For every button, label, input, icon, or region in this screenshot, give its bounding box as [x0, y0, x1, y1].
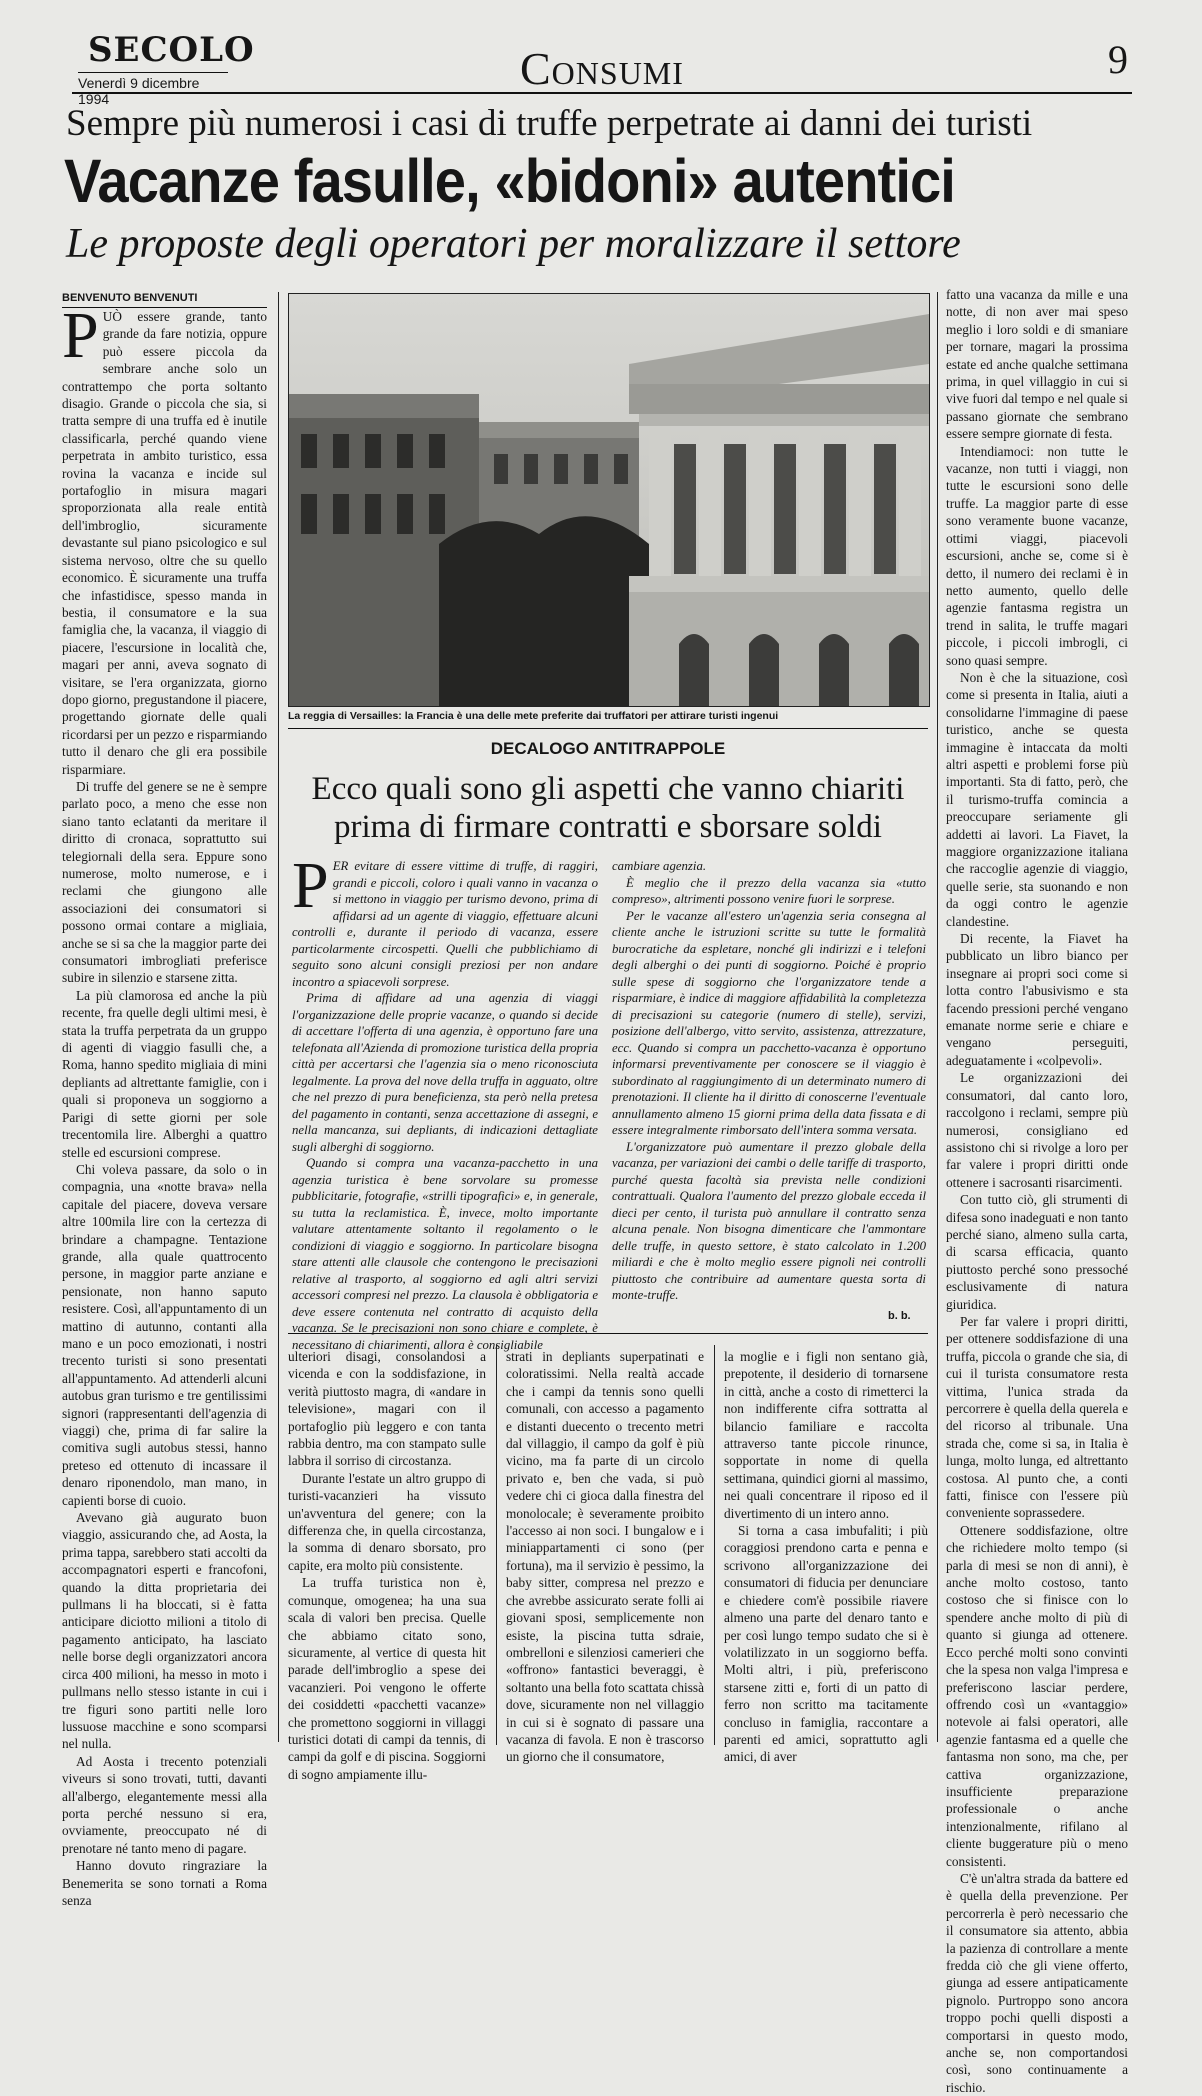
sidebar-column-right [612, 858, 926, 1310]
header-rule [72, 92, 1132, 94]
paragraph: È meglio che il prezzo della vacanza sia «tutto compreso», altrimenti possono venire fuori le sorprese. [612, 875, 926, 906]
issue-date: Venerdì 9 dicembre 1994 [78, 72, 228, 107]
sidebar-bottom-rule [288, 1333, 928, 1334]
newspaper-logo: SECOLO [88, 30, 255, 70]
page-number: 9 [1108, 37, 1128, 82]
paragraph: C'è un'altra strada da battere ed è quella della prevenzione. Per percorrerla è però necessario che il consumatore sia attento, abbia la pazienza di controllare a mente fredda ciò che gli viene offerto, giunga ad essere antipaticamente pignolo. Purtroppo sono ancora troppo pochi quelli disposti a comportarsi in questo modo, anche se, non comportandosi così, sono continuamente a rischio. [946, 1870, 1128, 2095]
paragraph: cambiare agenzia. [612, 859, 707, 873]
drop-cap: P [62, 299, 99, 372]
paragraph: Con tutto ciò, gli strumenti di difesa sono inadeguati e non tanto perché siano, almeno sulla carta, di scarsa efficacia, quanto piuttosto perché sono pressoché esclusivamente di natura giuridica. [946, 1192, 1128, 1312]
paragraph: ER evitare di essere vittime di truffe, di raggiri, grandi e piccoli, coloro i quali vanno in vacanza o si mettono in viaggio per turismo devono, prima di affidarsi ad un agente di viaggio, effettuare alcuni controlli e, durante il periodo di vacanza, essere particolarmente circospetti. Quelli che pubblichiamo di seguito sono alcuni consigli preziosi per non andare incontro a spiacevoli sorprese. [292, 859, 598, 989]
paragraph: Di truffe del genere se ne è sempre parlato poco, a meno che esse non siano tanto eclatanti da meritare il diritto di cronaca, soprattutto sui telegiornali della sera. Eppure sono numerose, molto numerose, e i reclami che giungono alle associazioni dei consumatori si possono ormai contare a migliaia, anche se si sa che la maggior parte dei consumatori imbrogliati preferisce subire in silenzio e starsene zitta. [62, 778, 267, 986]
article-column-3 [506, 1348, 704, 1765]
paragraph: L'organizzatore può aumentare il prezzo globale della vacanza, per variazioni dei cambi o delle tariffe di trasporto, purché questa facoltà sia prevista nelle condizioni contrattuali. Qualora l'aumento del prezzo globale ecceda il dieci per cento, il turista può annullare il contratto senza alcuna penale. Non bisogna dimenticare che l'ammontare delle truffe, in questo settore, è stato calcolato in 1.200 miliardi e che è molto meglio essere pignoli nei controlli piuttosto che contribuire ad aumentare questa sorta di monte-truffe. [612, 1139, 926, 1302]
article-kicker: Sempre più numerosi i casi di truffe perpetrate ai danni dei turisti [66, 103, 1033, 144]
paragraph: fatto una vacanza da mille e una notte, di non aver mai speso meglio i loro soldi e di smaniare per tornare, magari la prossima estate ed anche qualche settimana prima, in quel villaggio in cui si vive fuori dal tempo e nel quale si passano giornate che sembrano essere sempre giornate di festa. [946, 287, 1128, 442]
article-column-1 [62, 299, 267, 1908]
paragraph: Non è che la situazione, così come si presenta in Italia, aiuti a consolidarne l'immagine di paese turistico, anche se questa immagine è intaccata da molti altri aspetti e problemi forse più importanti. Sta di fatto, però, che il turismo-truffa comincia a preoccupare seriamente gli addetti ai lavori. La Fiavet, la maggiore organizzazione italiana che raccoglie agenzie di viaggio, quelle serie, sta suonando e non da oggi contro le agenzie clandestine. [946, 669, 1128, 929]
paragraph: Ottenere soddisfazione, oltre che richiedere molto tempo (si parla di mesi se non di anni), è anche molto costoso, tanto costoso che si finisce con lo spendere anche molto di più di quanto si giunga ad ottenere. Ecco perché molti sono convinti che la spesa non valga l'impresa e preferiscono lasciar perdere, offrendo così un «vantaggio» notevole ai falsi operatori, alle agenzie fantasma ed a quelle che fantasma non sono, ma che, per cattiva organizzazione, insufficiente preparazione professionale o anche intenzionalmente, rifilano al cliente buggerature più o meno consistenti. [946, 1522, 1128, 1869]
paragraph: ulteriori disagi, consolandosi a vicenda e con la soddisfazione, in verità piuttosto magra, di «andare in televisione», magari con il portafoglio più leggero e con tanta rabbia dentro, ma con stampato sulle labbra il sorriso di circostanza. [288, 1349, 486, 1469]
article-column-2 [288, 1348, 486, 1782]
drop-cap: P [292, 849, 329, 922]
caption-rule [288, 728, 928, 729]
column-divider [496, 1345, 497, 1745]
article-column-5 [946, 286, 1128, 2095]
column-divider [937, 292, 938, 1742]
sidebar-label: DECALOGO ANTITRAPPOLE [490, 739, 726, 758]
paragraph: Di recente, la Fiavet ha pubblicato un libro bianco per insegnare ai propri soci come si lotta contro l'abusivismo e sta facendo pressioni perché vengano emanate norme serie e chiare e vengano perseguiti, adeguatamente i «colpevoli». [946, 931, 1128, 1068]
paragraph: Prima di affidare ad una agenzia di viaggi l'organizzazione delle proprie vacanze, o quando si decide di accettare l'offerta di una agenzia, è opportuno fare una telefonata all'Azienda di promozione turistica della propria città per accertarsi che l'agenzia sia o meno riconosciuta legalmente. La prova del nove della truffa in agguato, oltre che nel prezzo di pura beneficienza, sta però nella pretesa del pagamento in contanti, senza accettazione di assegni, e nella mancanza, sui depliants, di indicazioni dettagliate sugli alberghi di soggiorno. [292, 991, 598, 1154]
sidebar-column-left [292, 849, 598, 1352]
paragraph: Quando si compra una vacanza-pacchetto in una agenzia turistica è bene sorvolare su promesse pubblicitarie, fotografie, «strilli tipografici» e, in generale, su tutta la reclamistica. È, invece, molto importante valutare attentamente soltanto il regolamento o le condizioni di viaggio e soggiorno. In particolare bisogna stare attenti alle clausole che contengono le precisazioni relative al trasporto, al soggiorno ed agli altri servizi accessori compresi nel prezzo. La clausola è obbligatoria e deve essere contenuta nel contratto di acquisto della vacanza. Se le precisazioni non sono chiare e complete, è necessitano di chiarimenti, allora è consigliabile [292, 1156, 598, 1352]
paragraph: Hanno dovuto ringraziare la Benemerita se sono tornati a Roma senza [62, 1858, 267, 1908]
article-column-4 [724, 1348, 928, 1765]
paragraph: Per far valere i propri diritti, per ottenere soddisfazione di una truffa, piccola o grande che sia, di cui il turista consumatore resta vittima, l'unica strada da percorrere è quella della querela e del ricorso al tribunale. Una strada che, come si sa, in Italia è lunga, molto lunga, ed altrettanto costosa. Al punto che, a conti fatti, finisce con l'essere più conveniente soprassedere. [946, 1313, 1128, 1521]
paragraph: UÒ essere grande, tanto grande da fare notizia, oppure può essere piccola da sembrare anche solo un contrattempo che porta soltanto disagio. Grande o piccola che sia, si tratta sempre di una truffa ed è inutile classificarla, perché quando viene perpetrata in ambito turistico, essa rovina la vacanza e incide sul portafoglio in misura magari sproporzionata alla reale entità dell'imbroglio, sicuramente devastante sul piano psicologico e sul sistema nervoso, oltre che su quello economico. È sicuramente una truffa che infastidisce, spesso manda in bestia, il consumatore e la sua famiglia che, la vacanza, il viaggio di piacere, l'escursione in località che, magari per anni, aveva sognato di visitare, se l'era organizzata, giorno dopo giorno, pregustandone il piacere, progettando giornate delle quali ricordarsi per un pezzo e risparmiando tutto il denaro che gli era possibile risparmiare. [62, 309, 267, 777]
column-divider [714, 1345, 715, 1745]
paragraph: Per le vacanze all'estero un'agenzia seria consegna al cliente anche le istruzioni scritte su tutte le formalità burocratiche da espletare, nonché gli indirizzi e i telefoni degli alberghi o dei punti di soggiorno. Poiché è proprio sulle spese di soggiorno che l'organizzatore tende a risparmiare, è indice di maggiore affidabilità la completezza di precisazioni su categorie (numero di stelle), servizi, posizione dell'albergo, vitto servito, assistenza, attrezzature, ecc. Quando si compra un pacchetto-vacanza è opportuno informarsi preventivamente per conoscere se il viaggio è subordinato al raggiungimento di un determinato numero di prenotazioni. Il cliente ha il diritto di conoscerne l'eventuale annullamento almeno 15 giorni prima della data fissata e di essere integralmente rimborsato dell'intera somma versata. [612, 908, 926, 1137]
paragraph: Ad Aosta i trecento potenziali viveurs si sono trovati, tutti, davanti all'albergo, elegantemente messi alla porta perché nessuno si era, ovviamente, preoccupato né di prenotare né tanto meno di pagare. [62, 1753, 267, 1856]
article-headline: Vacanze fasulle, «bidoni» autentici [64, 147, 955, 215]
paragraph: Durante l'estate un altro gruppo di turisti-vacanzieri ha vissuto un'avventura del genere; con la differenza che, in quella circostanza, la somma di denaro sborsato, pro capite, era molto più consistente. [288, 1470, 486, 1573]
column-divider [278, 292, 279, 1742]
photo-caption: La reggia di Versailles: la Francia è una delle mete preferite dai truffatori per attirare turisti ingenui [288, 710, 779, 722]
article-byline: BENVENUTO BENVENUTI [62, 292, 267, 308]
paragraph: Avevano già augurato buon viaggio, assicurando che, ad Aosta, la prima tappa, sarebbero stati accolti da accompagnatori esperti e francofoni, quando la ditta proprietaria dei pullmans li ha bloccati, si è fatta anticipare diciotto milioni a titolo di pagamento anticipato, ha lasciato nelle borse degli organizzatori ancora circa 400 milioni, ha messo in moto i pullmans nello stesso istante in cui i tre figuri sono partiti nelle loro lussuose macchine e sono scomparsi nel nulla. [62, 1510, 267, 1752]
paragraph: Chi voleva passare, da solo o in compagnia, una «notte brava» nella capitale del piacere, doveva versare altre 100mila lire con la certezza di brindare a champagne. Tentazione grande, alla quale quattrocento persone, in maggior parte anziane e pensionate, non hanno saputo resistere. Così, all'appuntamento di un mattino di autunno, contanti alla mano e un poco emozionati, i nostri trecento turisti si sono presentati all'appuntamento. Ad attenderli alcuni autobus gran turismo e tre gentilissimi signori (rappresentanti dell'agenzia di viaggi) che, prima di far salire la comitiva sugli autobus stessi, hanno preteso ed ottenuto di incassare il denaro riponendolo, man mano, in capienti borse di cuoio. [62, 1161, 267, 1508]
paragraph: la moglie e i figli non sentano già, prepotente, il desiderio di tornarsene in città, anche a costo di rimetterci la non indifferente cifra sottratta al bilancio familiare e raccolta attraverso tante piccole rinunce, sopportate in nome di quella settimana, quindici giorni al massimo, nei quali concentrare il riposo ed il divertimento di un intero anno. [724, 1349, 928, 1521]
sidebar-headline: Ecco quali sono gli aspetti che vanno chiariti prima di firmare contratti e sborsare soldi [311, 771, 905, 845]
section-title: Consumi [520, 43, 684, 94]
paragraph: Le organizzazioni dei consumatori, dal canto loro, raccolgono i reclami, sempre più numerosi, consigliano ed assistono chi si rivolge a loro per far valere i propri diritti onde ottenere i sacrosanti risarcimenti. [946, 1070, 1128, 1190]
sidebar-signature: b. b. [888, 1310, 911, 1322]
versailles-photo [288, 293, 930, 707]
paragraph: Si torna a casa imbufaliti; i più coraggiosi prendono carta e penna e scrivono all'organizzazione dei consumatori di fiducia per denunciare e chiedere com'è possibile riavere almeno una parte del denaro tanto e per così lungo tempo sudato che si è volatilizzato in un soggiorno beffa. Molti altri, i più, preferiscono starsene zitti e, forti di un patto di ferro non scritto ma tacitamente concluso in famiglia, raccontare a parenti ed amici, soprattutto agli amici, di aver [724, 1523, 928, 1765]
paragraph: strati in depliants superpatinati e coloratissimi. Nella realtà accade che i campi da tennis sono quelli comunali, con accesso a pagamento e distanti duecento o trecento metri dal villaggio, il campo da golf è più vicino, ma fa parte di un circolo privato e, ben che vada, si può vedere chi ci gioca dalla finestra del monolocale; è severamente proibito l'accesso ai non soci. I bungalow e i miniappartamenti ci sono (per fortuna), ma il servizio è pessimo, la baby sitter, compresa nel prezzo e che avrebbe assicurato serate folli ai giovani sposi, semplicemente non esiste, la piscina tutta sdraie, ombrelloni e silenziosi camerieri che «offrono» fantastici beveraggi, è soltanto una bella foto scattata chissà dove, sicuramente non nel villaggio in cui si è sognato di passare una vacanza di favola. E non è trascorso un giorno che il consumatore, [506, 1349, 704, 1765]
paragraph: La truffa turistica non è, comunque, omogenea; ha una sua scala di valori ben precisa. Quelle che abbiamo citato sono, sicuramente, al vertice di questa hit parade dell'imbroglio a spese dei vacanzieri. Poi vengono le offerte dei cosiddetti «pacchetti vacanze» che promettono soggiorni in villaggi turistici dotati di campi da tennis, di campi da golf e di piscina. Soggiorni di sogno ampiamente illu- [288, 1575, 486, 1782]
article-subhead: Le proposte degli operatori per moralizzare il settore [66, 221, 961, 267]
paragraph: La più clamorosa ed anche la più recente, fra quelle degli ultimi mesi, è stata la truffa perpetrata da un gruppo di agenti di viaggio fasulli che, a Roma, hanno spedito migliaia di mini depliants ad altrettante famiglie, con i quali si proponeva un soggiorno a Parigi di sette giorni per sole trecentomila lire. Alberghi a quattro stelle ed escursioni comprese. [62, 987, 267, 1160]
paragraph: Intendiamoci: non tutte le vacanze, non tutti i viaggi, non tutte le escursioni sono delle truffe. La maggior parte di esse sono veramente buone vacanze, ottimi viaggi, piacevoli escursioni, anche se, come si è detto, il numero dei reclami è in netto aumento, quello delle agenzie fantasma registra un trend in salita, le truffe magari piccole, i piccoli imbrogli, ci sono quasi sempre. [946, 443, 1128, 668]
